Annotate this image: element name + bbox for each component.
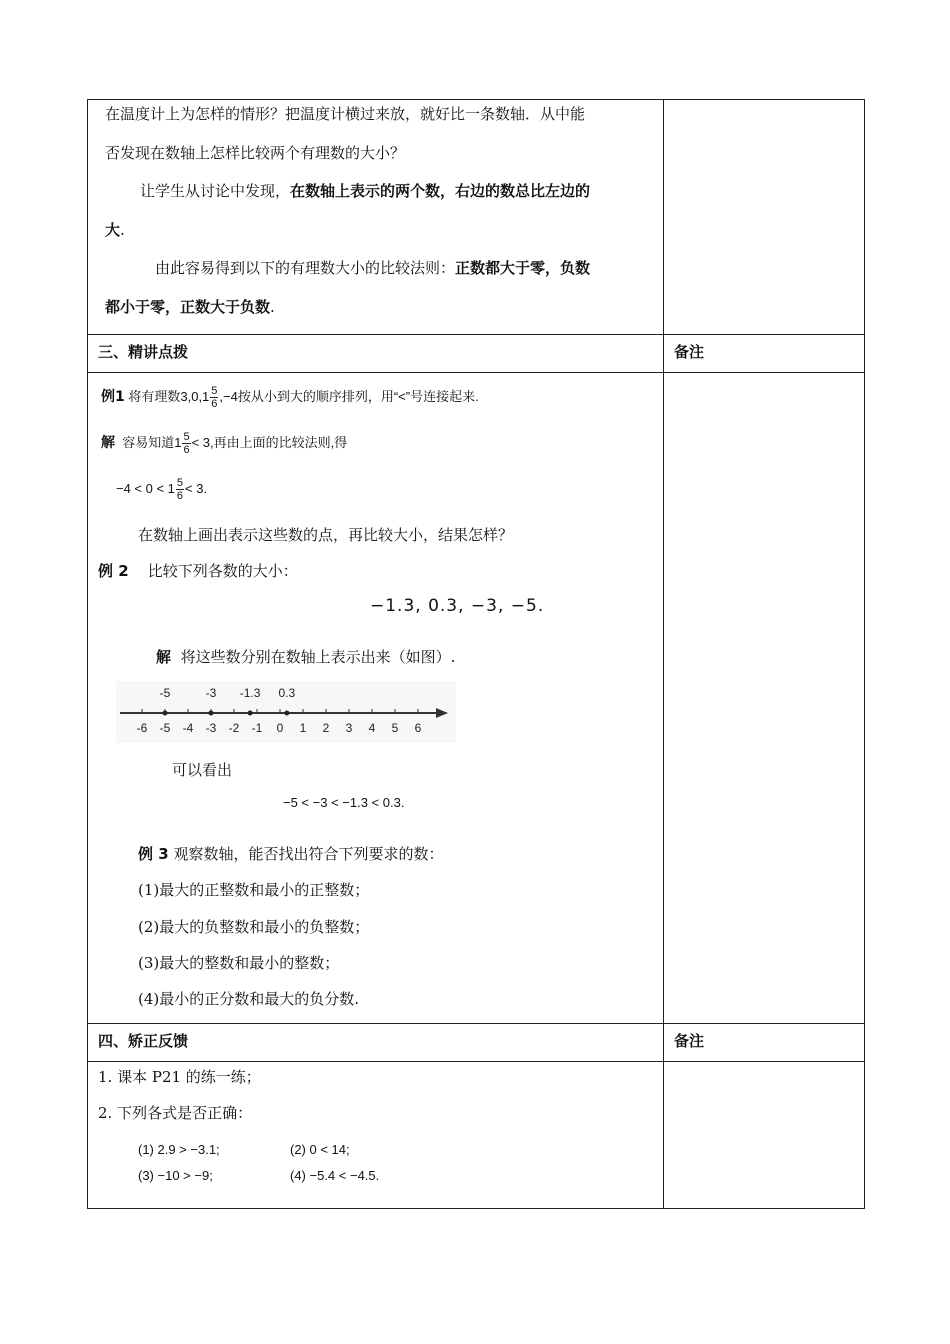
axis-point-label: -3: [205, 686, 217, 700]
solution-1-inequality: −4 < 0 < 1 $\frac{5}{6}$ < 3.: [116, 477, 208, 502]
list-item: (2)最大的负整数和最小的负整数；: [138, 918, 370, 936]
axis-point: [163, 711, 168, 716]
axis-point-label: 0.3: [278, 686, 296, 700]
feedback-cell: [88, 1062, 664, 1209]
list-item: (1)最大的正整数和最小的正整数；: [138, 881, 370, 899]
explain-cell: [88, 373, 664, 1024]
axis-tick-label: 3: [345, 721, 353, 735]
axis-tick-label: -2: [228, 721, 240, 735]
observe-inequality: −5 < −3 < −1.3 < 0.3.: [283, 795, 405, 810]
section-header-explain: 三、精讲点拨: [88, 335, 664, 373]
axis-point-label: -1.3: [239, 686, 261, 700]
axis-tick-label: -6: [136, 721, 148, 735]
equation-2: (2) 0 < 14;: [290, 1142, 350, 1157]
axis-point: [248, 711, 253, 716]
feedback-note-cell: [664, 1062, 865, 1209]
axis-point-label: -5: [159, 686, 171, 700]
feedback-item-1: 1. 课本 P21 的练一练；: [98, 1068, 261, 1086]
solution-1: 解 容易知道1 $\frac{5}{6}$ < 3,再由上面的比较法则,得: [101, 431, 348, 456]
axis-tick-label: 5: [391, 721, 399, 735]
axis-tick-label: 4: [368, 721, 376, 735]
example-3: 例 3 观察数轴，能否找出符合下列要求的数：: [138, 845, 444, 863]
equation-4: (4) −5.4 < −4.5.: [290, 1168, 380, 1183]
question-1: 在数轴上画出表示这些数的点，再比较大小，结果怎样？: [138, 526, 514, 544]
example-1: 例1 将有理数3,0,1 $\frac{5}{6}$ ,−4按从小到大的顺序排列，用“<”号连接起来.: [101, 385, 479, 410]
axis-tick-label: 1: [299, 721, 307, 735]
intro-cell: [88, 100, 664, 335]
equation-3: (3) −10 > −9;: [138, 1168, 213, 1183]
axis-tick-label: 6: [414, 721, 422, 735]
equation-1: (1) 2.9 > −3.1;: [138, 1142, 220, 1157]
axis-point: [284, 711, 289, 716]
axis-tick-label: -1: [251, 721, 263, 735]
intro-line-4: 大.: [105, 221, 125, 239]
explain-note-cell: [664, 373, 865, 1024]
note-header-explain: 备注: [664, 335, 865, 373]
feedback-item-2: 2. 下列各式是否正确：: [98, 1104, 253, 1122]
intro-line-6: 都小于零，正数大于负数.: [105, 298, 275, 316]
note-header-feedback: 备注: [664, 1024, 865, 1062]
section-header-feedback: 四、矫正反馈: [88, 1024, 664, 1062]
observe-label: 可以看出: [172, 761, 233, 779]
intro-line-3: 让学生从讨论中发现，在数轴上表示的两个数，右边的数总比左边的: [140, 182, 591, 200]
list-item: (3)最大的整数和最小的整数；: [138, 954, 340, 972]
example-2: 例 2 比较下列各数的大小：: [98, 562, 298, 580]
axis-tick-label: -4: [182, 721, 194, 735]
axis-tick-label: -3: [205, 721, 217, 735]
intro-line-1: 在温度计上为怎样的情形？把温度计横过来放，就好比一条数轴．从中能: [105, 105, 586, 123]
intro-note-cell: [664, 100, 865, 335]
number-line-figure: [116, 681, 456, 743]
intro-line-5: 由此容易得到以下的有理数大小的比较法则：正数都大于零，负数: [155, 259, 591, 277]
example-2-numbers: −1.3, 0.3, −3, −5.: [370, 596, 545, 616]
lesson-table: [87, 99, 865, 1209]
intro-line-2: 否发现在数轴上怎样比较两个有理数的大小？: [105, 144, 406, 162]
solution-2: 解 将这些数分别在数轴上表示出来（如图）.: [156, 648, 456, 666]
list-item: (4)最小的正分数和最大的负分数.: [138, 990, 360, 1008]
axis-tick-label: -5: [159, 721, 171, 735]
axis-tick-label: 0: [276, 721, 284, 735]
axis-point: [209, 711, 214, 716]
axis-tick-label: 2: [322, 721, 330, 735]
